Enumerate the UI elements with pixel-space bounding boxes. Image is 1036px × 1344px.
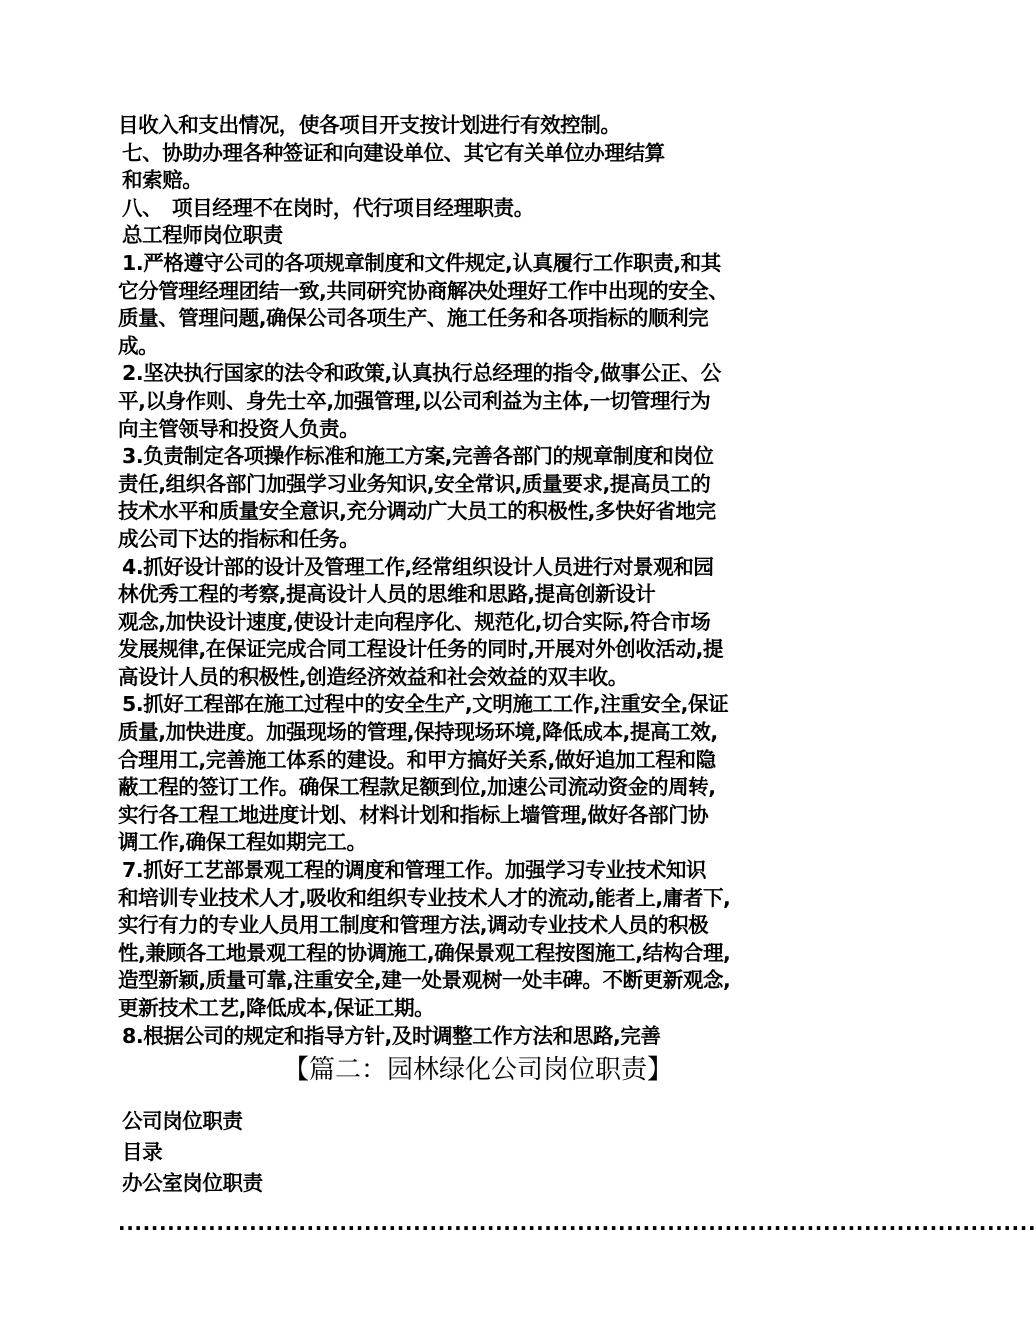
text-line: 质量、管理问题,确保公司各项生产、施工任务和各项指标的顺利完 xyxy=(118,306,709,331)
section-title: 【篇二：园林绿化公司岗位职责】 xyxy=(282,1055,673,1086)
text-line: 林优秀工程的考察,提高设计人员的思维和思路,提高创新设计 xyxy=(118,582,656,607)
toc-contents-label: 目录 xyxy=(122,1140,163,1165)
text-line: 平,以身作则、身先士卒,加强管理,以公司利益为主体,一切管理行为 xyxy=(118,388,711,413)
text-line: 性,兼顾各工地景观工程的协调施工,确保景观工程按图施工,结构合理, xyxy=(118,940,731,965)
text-line: 造型新颖,质量可靠,注重安全,建一处景观树一处丰碑。不断更新观念, xyxy=(118,968,731,993)
text-line: 观念,加快设计速度,使设计走向程序化、规范化,切合实际,符合市场 xyxy=(118,609,711,634)
text-line: 调工作,确保工程如期完工。 xyxy=(118,830,367,855)
toc-heading: 公司岗位职责 xyxy=(122,1109,243,1134)
text-line: 和索赔。 xyxy=(122,168,203,193)
document-page xyxy=(118,112,1036,1236)
text-line: 发展规律,在保证完成合同工程设计任务的同时,开展对外创收活动,提 xyxy=(118,637,724,662)
section-heading: 总工程师岗位职责 xyxy=(122,223,283,248)
toc-entry[interactable]: 办公室岗位职责 xyxy=(122,1171,263,1196)
text-line: 责任,组织各部门加强学习业务知识,安全常识,质量要求,提高员工的 xyxy=(118,471,711,496)
text-line: 合理用工,完善施工体系的建设。和甲方搞好关系,做好追加工程和隐 xyxy=(118,747,716,772)
text-line: 成。 xyxy=(118,333,159,358)
text-line: 它分管理经理团结一致,共同研究协商解决处理好工作中出现的安全、 xyxy=(118,278,729,303)
text-line: 实行有力的专业人员用工制度和管理方法,调动专业技术人员的积极 xyxy=(118,913,709,938)
text-line: 1.严格遵守公司的各项规章制度和文件规定,认真履行工作职责,和其 xyxy=(122,250,721,275)
text-line: 七、协助办理各种签证和向建设单位、其它有关单位办理结算 xyxy=(122,140,665,165)
text-line: 和培训专业技术人才,吸收和组织专业技术人才的流动,能者上,庸者下, xyxy=(118,885,731,910)
text-line: 八、 项目经理不在岗时，代行项目经理职责。 xyxy=(122,195,534,220)
text-line: 质量,加快进度。加强现场的管理,保持现场环境,降低成本,提高工效, xyxy=(118,720,718,745)
text-line: 8.根据公司的规定和指导方针,及时调整工作方法和思路,完善 xyxy=(122,1023,661,1048)
text-line: 技术水平和质量安全意识,充分调动广大员工的积极性,多快好省地完 xyxy=(118,499,716,524)
text-line: 7.抓好工艺部景观工程的调度和管理工作。加强学习专业技术知识 xyxy=(122,858,707,883)
text-line: 2.坚决执行国家的法令和政策,认真执行总经理的指令,做事公正、公 xyxy=(122,361,721,386)
text-line: 向主管领导和投资人负责。 xyxy=(118,416,360,441)
text-line: 目收入和支出情况，使各项目开支按计划进行有效控制。 xyxy=(118,113,621,137)
text-line: 蔽工程的签订工作。确保工程款足额到位,加速公司流动资金的周转, xyxy=(118,775,716,800)
text-line: 4.抓好设计部的设计及管理工作,经常组织设计人员进行对景观和园 xyxy=(122,554,714,579)
text-line: 高设计人员的积极性,创造经济效益和社会效益的双丰收。 xyxy=(118,664,628,689)
text-line: 实行各工程工地进度计划、材料计划和指标上墙管理,做好各部门协 xyxy=(118,802,709,827)
text-line: 3.负责制定各项操作标准和施工方案,完善各部门的规章制度和岗位 xyxy=(122,444,714,469)
body-text xyxy=(118,112,838,1050)
text-line: 更新技术工艺,降低成本,保证工期。 xyxy=(118,996,435,1020)
text-line: 5.抓好工程部在施工过程中的安全生产,文明施工工作,注重安全,保证 xyxy=(122,692,729,717)
text-line: 成公司下达的指标和任务。 xyxy=(118,526,360,551)
table-of-contents xyxy=(118,1106,838,1199)
toc-leader-dots: ................................................................................................................ xyxy=(118,1211,1036,1236)
